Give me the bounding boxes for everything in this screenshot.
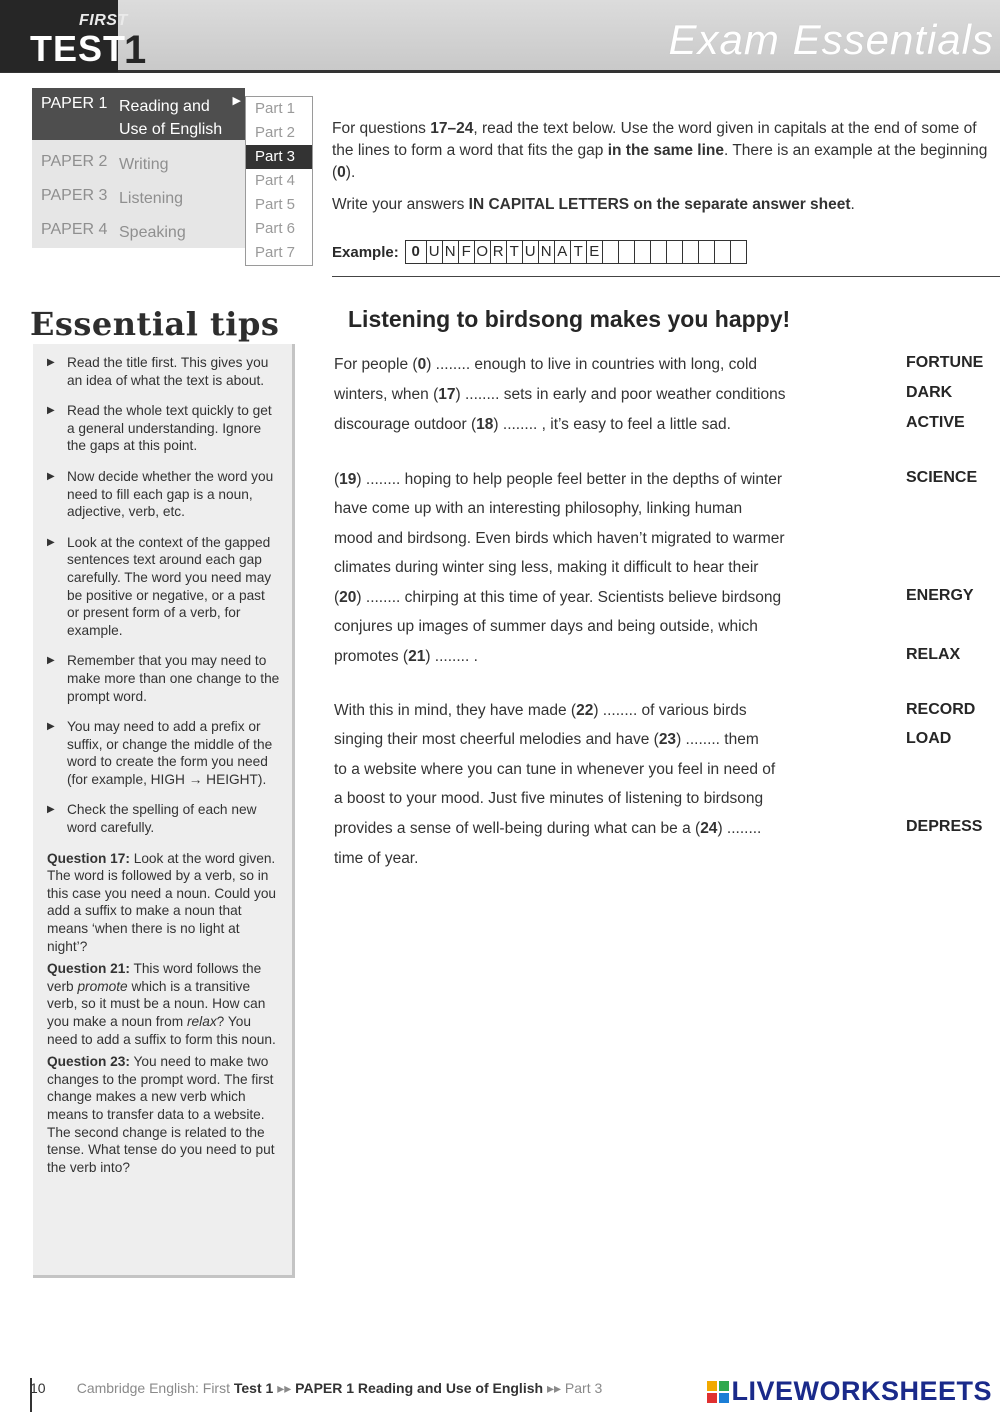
text-segment: climates during winter sing less, making it difficult to hear their [334, 559, 759, 576]
tip-item [47, 718, 280, 788]
instructions [332, 118, 992, 226]
text-line [334, 820, 761, 838]
bullet-arrow-icon: ▶ [47, 470, 55, 482]
question-tip-text: promote [77, 978, 128, 994]
text-segment: ) ........ . [425, 648, 478, 665]
tip-text: Remember that you may need to make more than one change to the prompt word. [67, 653, 280, 704]
footer-paper-name: Reading and Use of English [357, 1380, 544, 1396]
test-label: TEST [30, 28, 127, 69]
part-5-item[interactable]: Part 5 [255, 196, 296, 213]
example-letter-box [731, 241, 746, 263]
double-arrow-icon: ▸▸ [277, 1380, 292, 1396]
text-segment: winters, when ( [334, 386, 439, 403]
gap-number: 18 [476, 416, 494, 433]
prompt-word: DARK [906, 384, 953, 401]
tip-text: Check the spelling of each new word carefully. [67, 802, 257, 836]
gap-number: 20 [339, 589, 357, 606]
example-letter-box [699, 241, 715, 263]
text-segment: ) ........ them [676, 731, 759, 748]
watermark-text: LIVEWORKSHEETS [731, 1376, 992, 1406]
example-letter-box: U [427, 241, 443, 263]
text: IN CAPITAL LETTERS on the separate answer sheet [468, 196, 851, 213]
part-2-item[interactable]: Part 2 [255, 124, 296, 141]
text-segment: For people ( [334, 356, 418, 373]
bullet-arrow-icon: ▶ [47, 357, 55, 368]
footer-paper: PAPER 1 [295, 1380, 355, 1396]
question-tip-label: Question 21: [47, 961, 130, 977]
prompt-word: ENERGY [906, 587, 974, 604]
text-segment: have come up with an interesting philosophy, linking human [334, 500, 743, 517]
text-line [334, 471, 782, 489]
text-segment: With this in mind, they have made ( [334, 702, 577, 719]
text: . [850, 196, 855, 213]
text: . There is an example at the beginning ( [332, 142, 988, 181]
example-letter-box [603, 241, 619, 263]
paper-name: Speaking [119, 224, 186, 241]
example-letter-box [635, 241, 651, 263]
example-letter-box: T [507, 241, 523, 263]
question-tip-label: Question 23: [47, 1054, 130, 1070]
text-segment: ) ........ hoping to help people feel better in the depths of winter [356, 471, 783, 488]
question-tip [47, 1053, 280, 1176]
text-line [334, 731, 759, 749]
text-segment: to a website where you can tune in whenever you feel in need of [334, 761, 776, 778]
text-line [334, 850, 418, 868]
example-letter-box: E [587, 241, 603, 263]
text: For questions [332, 120, 431, 137]
first-label: FIRST [79, 12, 128, 29]
text-segment: ) ........ enough to live in countries with long, cold [426, 356, 758, 373]
instruction-paragraph [332, 194, 992, 216]
text: 0 [337, 164, 346, 181]
arrow-right-icon: ▶ [232, 95, 241, 107]
text: ). [345, 164, 356, 181]
paper-number: PAPER 4 [41, 221, 108, 238]
footer-series: Cambridge English: First [76, 1380, 230, 1396]
example-answer-boxes [405, 240, 747, 264]
text-segment: ) ........ of various birds [593, 702, 747, 719]
text-segment: a boost to your mood. Just five minutes of listening to birdsong [334, 790, 764, 807]
liveworksheets-watermark[interactable] [707, 1376, 992, 1407]
text-segment: ) ........ [717, 820, 762, 837]
question-tip-text: ? You need to add a suffix to form this noun. [47, 1014, 276, 1047]
text-segment: time of year. [334, 850, 419, 867]
question-tip [47, 960, 280, 1048]
example-number-box: 0 [406, 241, 427, 263]
bullet-arrow-icon: ▶ [47, 804, 55, 816]
footer-part: Part 3 [564, 1380, 603, 1396]
tip-item [47, 801, 280, 836]
example-letter-box: O [475, 241, 491, 263]
part-list [245, 96, 313, 266]
question-tip-label: Question 17: [47, 850, 130, 866]
example-letter-box: N [539, 241, 555, 263]
paper-number: PAPER 2 [41, 153, 108, 170]
text-line [334, 356, 757, 374]
prompt-word: ACTIVE [906, 414, 965, 431]
bullet-arrow-icon: ▶ [47, 536, 55, 548]
footer-test: Test 1 [233, 1380, 274, 1396]
text-segment: singing their most cheerful melodies and have ( [334, 731, 659, 748]
text-line [334, 530, 785, 548]
gap-number: 22 [576, 702, 594, 719]
gap-number: 17 [438, 386, 456, 403]
paper-number: PAPER 1 [41, 95, 108, 112]
question-tip-text: which is a transitive verb, so it must be a noun. How can you make a noun from [47, 978, 266, 1029]
gap-number: 21 [408, 648, 426, 665]
text-segment: ( [334, 589, 340, 606]
text: , read the text below. Use the word given in capitals at the end of some of the lines to form a word that fits the gap [332, 120, 977, 159]
tips-title: Essential tips [30, 305, 280, 343]
question-tip-text: You need to make two changes to the prompt word. The first change makes a new verb which means to transfer data to a website. The second change is related to the tense. What tense do you need to put the verb into? [47, 1054, 275, 1175]
text: Write your answers [332, 196, 469, 213]
paper-3-item[interactable] [32, 182, 245, 212]
example-letter-box: N [443, 241, 459, 263]
text-line [334, 790, 763, 808]
tip-text: Now decide whether the word you need to fill each gap is a noun, adjective, verb, etc. [67, 468, 274, 520]
question-tip-text: Look at the word given. The word is followed by a verb, so in this case you need a noun. Could you add a suffix to make a noun that means ‘when there is no light at night’? [47, 850, 277, 954]
text: 17–24 [430, 120, 474, 137]
tip-item [47, 468, 280, 521]
prompt-word: DEPRESS [906, 818, 983, 835]
text-segment: ) ........ , it’s easy to feel a little sad. [493, 416, 731, 433]
tip-item [47, 354, 280, 389]
text-line [334, 559, 758, 577]
tip-item [47, 534, 280, 640]
example-letter-box [667, 241, 683, 263]
instruction-paragraph [332, 118, 992, 184]
text-segment: ) ........ chirping at this time of year. Scientists believe birdsong [356, 589, 782, 606]
paper-2-item[interactable] [32, 148, 245, 178]
example-letter-box [651, 241, 667, 263]
example-letter-box [683, 241, 699, 263]
example-letter-box [619, 241, 635, 263]
tip-item [47, 402, 280, 455]
text-line [334, 761, 775, 779]
text-segment: ( [334, 471, 340, 488]
example-letter-box: U [523, 241, 539, 263]
text-segment: conjures up images of summer days and being outside, which [334, 618, 758, 635]
gap-number: 24 [700, 820, 718, 837]
exam-essentials-banner: Exam Essentials [668, 16, 994, 63]
question-tip [47, 850, 280, 956]
test-badge [0, 0, 128, 72]
paper-name: Writing [119, 156, 169, 173]
paper-name: Listening [119, 190, 184, 207]
gap-number: 0 [417, 356, 427, 373]
tip-text: Read the whole text quickly to get a general understanding. Ignore the gaps at this point. [67, 403, 272, 454]
text-line [334, 386, 785, 404]
text-segment: promotes ( [334, 648, 409, 665]
example-letter-box: T [571, 241, 587, 263]
part-4-item[interactable]: Part 4 [255, 172, 296, 189]
text-title: Listening to birdsong makes you happy! [348, 306, 791, 332]
tip-text: You may need to add a prefix or suffix, or change the middle of the word to create the form you need (for example, HIGH → HEIGHT). [67, 719, 273, 787]
text-line [334, 648, 478, 666]
example-letter-box: R [491, 241, 507, 263]
part-3-item[interactable]: Part 3 [246, 145, 312, 169]
prompt-word: SCIENCE [906, 469, 978, 486]
test-number: 1 [124, 28, 147, 72]
part-7-item[interactable]: Part 7 [255, 244, 296, 261]
part-1-item[interactable]: Part 1 [255, 100, 296, 117]
text-segment: mood and birdsong. Even birds which haven’t migrated to warmer [334, 530, 785, 547]
text-segment: ) ........ sets in early and poor weather conditions [455, 386, 786, 403]
bullet-arrow-icon: ▶ [47, 655, 55, 667]
text-line [334, 416, 731, 434]
paper-name: Reading and Use of English [119, 98, 223, 138]
text-line [334, 589, 781, 607]
tip-text: Read the title first. This gives you an idea of what the text is about. [67, 355, 269, 388]
paper-4-item[interactable] [32, 216, 245, 246]
footer [30, 1380, 602, 1397]
part-6-item[interactable]: Part 6 [255, 220, 296, 237]
tip-item [47, 652, 280, 705]
example-row [332, 240, 747, 264]
divider [332, 276, 1000, 277]
gap-number: 19 [339, 471, 357, 488]
paper-nav [32, 88, 245, 248]
prompt-word: RECORD [906, 701, 976, 718]
example-letter-box [715, 241, 731, 263]
paper-1-item[interactable] [32, 88, 245, 140]
paper-number: PAPER 3 [41, 187, 108, 204]
example-letter-box: F [459, 241, 475, 263]
double-arrow-icon: ▸▸ [546, 1380, 562, 1396]
prompt-word: FORTUNE [906, 354, 984, 371]
text: in the same line [607, 142, 724, 159]
prompt-word: LOAD [906, 730, 952, 747]
text-segment: provides a sense of well-being during what can be a ( [334, 820, 701, 837]
bullet-arrow-icon: ▶ [47, 721, 55, 733]
gap-number: 23 [658, 731, 677, 748]
tips-panel [33, 344, 295, 1278]
bullet-arrow-icon: ▶ [47, 405, 55, 417]
example-letter-box: A [555, 241, 571, 263]
prompt-word: RELAX [906, 646, 961, 663]
liveworksheets-logo-icon [707, 1381, 729, 1403]
tip-text: Look at the context of the gapped sentences text around each gap carefully. The word you need may be positive or negative, or a past or present form of a verb, for example. [67, 534, 272, 638]
text-segment: discourage outdoor ( [334, 416, 477, 433]
page-number: 10 [30, 1380, 46, 1396]
text-line [334, 618, 758, 636]
example-label: Example: [332, 243, 399, 261]
text-line [334, 500, 742, 518]
text-line [334, 702, 747, 720]
question-tip-text: relax [187, 1014, 217, 1029]
question-tip-text: This word follows the verb [47, 961, 262, 994]
